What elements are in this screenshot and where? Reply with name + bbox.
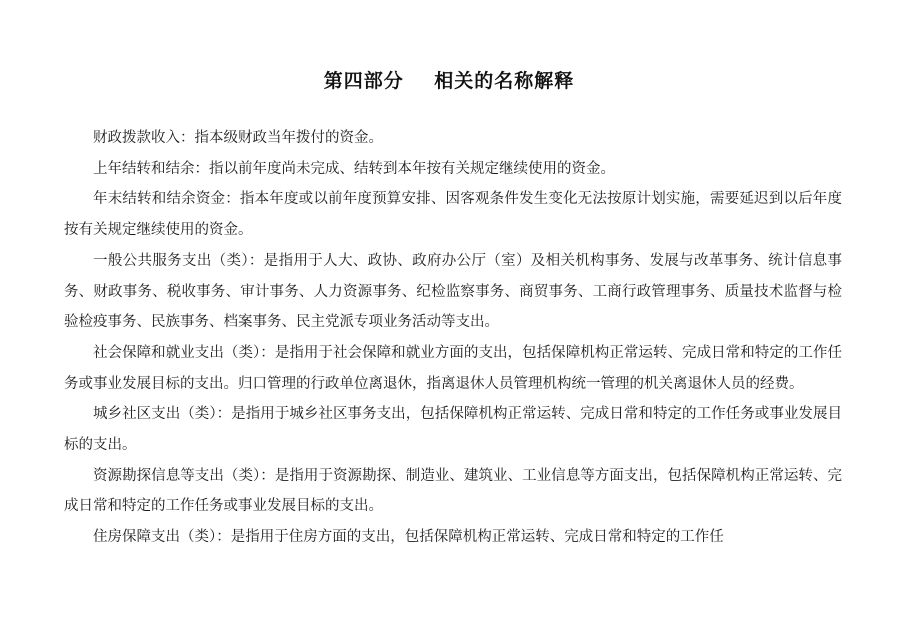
document-body <box>64 123 842 553</box>
paragraph-prior-year-carryover: 上年结转和结余：指以前年度尚未完成、结转到本年按有关规定继续使用的资金。 <box>93 160 615 177</box>
paragraph-fiscal-appropriation-income: 财政拨款收入：指本级财政当年拨付的资金。 <box>93 130 383 146</box>
paragraph-resource-exploration: 资源勘探信息等支出（类）：是指用于资源勘探、制造业、建筑业、工业信息等方面支出，包括保障机构正常运转、完成日常和特定的工作任务或事业发展目标的支出。 <box>64 467 842 515</box>
paragraph-year-end-carryover-funds: 年末结转和结余资金：指本年度或以前年度预算安排、因客观条件发生变化无法按原计划实施，需要延迟到以后年度按有关规定继续使用的资金。 <box>64 191 842 239</box>
paragraph-urban-rural-community: 城乡社区支出（类）：是指用于城乡社区事务支出，包括保障机构正常运转、完成日常和特定的工作任务或事业发展目标的支出。 <box>64 406 842 454</box>
paragraph-social-security-employment: 社会保障和就业支出（类）：是指用于社会保障和就业方面的支出，包括保障机构正常运转、完成日常和特定的工作任务或事业发展目标的支出。归口管理的行政单位离退休，指离退休人员管理机构统一管理的机关离退休人员的经费。 <box>64 344 842 392</box>
paragraph-general-public-services: 一般公共服务支出（类）：是指用于人大、政协、政府办公厅（室）及相关机构事务、发展与改革事务、统计信息事务、财政事务、税收事务、审计事务、人力资源事务、纪检监察事务、商贸事务、工商行政管理事务、质量技术监督与检验检疫事务、民族事务、档案事务、民主党派专项业务活动等支出。 <box>64 252 842 331</box>
page-title: 第四部分 相关的名称解释 <box>323 70 575 92</box>
paragraph-housing-security: 住房保障支出（类）：是指用于住房方面的支出，包括保障机构正常运转、完成日常和特定的工作任 <box>93 529 724 546</box>
